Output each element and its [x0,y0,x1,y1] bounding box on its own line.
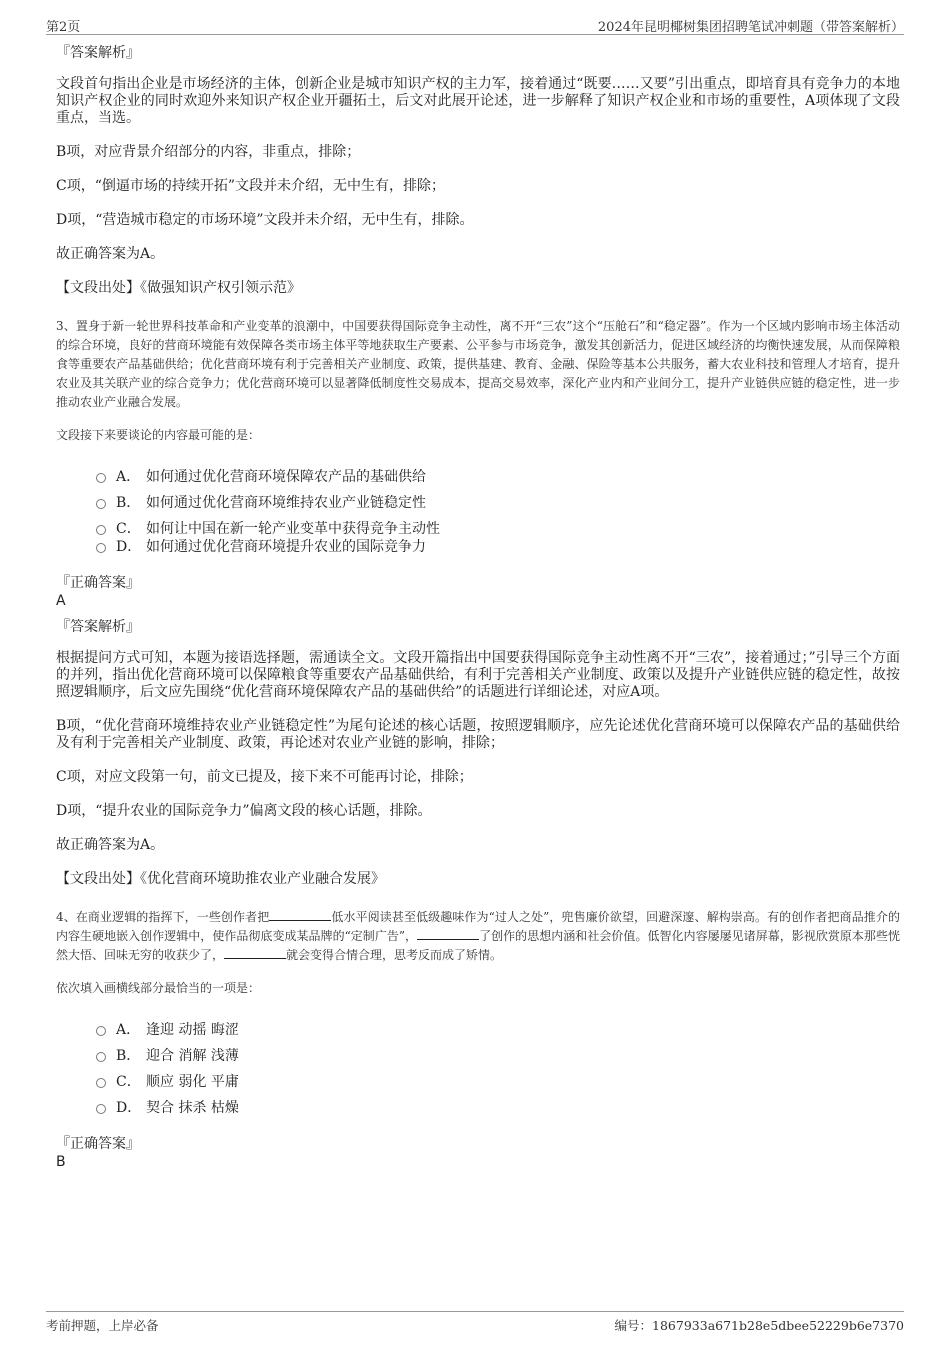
option-c[interactable]: C． 顺应 弱化 平庸 [96,1073,900,1099]
analysis-conclusion: 故正确答案为A。 [56,837,165,853]
question-3-prompt: 文段接下来要谈论的内容最可能的是： [56,428,261,442]
analysis-label: 『答案解析』 [56,45,140,61]
question-3-text: 3、置身于新一轮世界科技革命和产业变革的浪潮中，中国要获得国际竞争主动性，离不开“三农”这个“压舱石”和“稳定器”。作为一个区域内影响市场主体活动的综合环境，良好的营商环境能有效保障各类市场主体平等地获取生产要素、公平参与市场竞争，激发其创新活力，促进区域经济的均衡快速发展，从而保障粮食等重要农产品基础供给；优化营商环境有利于完善相关产业制度、政策，提供基建、教育、金融、保险等基本公共服务，蓄大农业科技和管理人才培育，提升农业及其关联产业的综合竞争力；优化营商环境可以显著降低制度性交易成本，提高交易效率，深化产业内和产业间分工，提升产业链供应链的稳定性，进一步推动农业产业融合发展。 [56,319,900,409]
option-a[interactable]: A． 如何通过优化营商环境保障农产品的基础供给 [96,468,900,494]
question-4-prompt: 依次填入画横线部分最恰当的一项是： [56,981,261,995]
question-3-options [96,468,900,564]
fill-blank [224,948,286,959]
fill-blank [417,929,479,940]
correct-answer-label: 『正确答案』 [56,1136,140,1152]
option-c[interactable]: C． 如何让中国在新一轮产业变革中获得竞争主动性 [96,520,900,538]
analysis-paragraph: 文段首句指出企业是市场经济的主体，创新企业是城市知识产权的主力军，接着通过“既要……又要”引出重点，即培育具有竞争力的本地知识产权企业的同时欢迎外来知识产权企业开疆拓土，后文对此展开论述，进一步解释了知识产权企业和市场的重要性，A项体现了文段重点，当选。 [56,76,900,126]
fill-blank [269,910,331,921]
page-content [56,44,900,1179]
page-footer [46,1311,904,1336]
correct-answer-label: 『正确答案』 [56,575,140,591]
option-b[interactable]: B． 如何通过优化营商环境维持农业产业链稳定性 [96,494,900,520]
page-header [46,14,904,35]
analysis-paragraph: D项，“营造城市稳定的市场环境”文段并未介绍，无中生有，排除。 [56,212,474,228]
source-prefix: 【文段出处】 [56,280,140,296]
radio-icon[interactable] [96,473,106,483]
document-code: 编号：1867933a671b28e5dbee52229b6e7370 [614,1318,904,1333]
analysis-paragraph: D项，“提升农业的国际竞争力”偏离文段的核心话题，排除。 [56,803,432,819]
analysis-paragraph: 根据提问方式可知，本题为接语选择题，需通读全文。文段开篇指出中国要获得国际竞争主动性离不开“三农”，接着通过；”引导三个方面的并列，指出优化营商环境可以保障粮食等重要农产品基础供给，有利于完善相关产业制度、政策以及提升产业链供应链的稳定性，故按照逻辑顺序，后文应先围绕“优化营商环境保障农产品的基础供给”的话题进行详细论述，对应A项。 [56,650,900,700]
correct-answer: A [56,593,66,609]
radio-icon[interactable] [96,499,106,509]
option-d[interactable]: D． 如何通过优化营商环境提升农业的国际竞争力 [96,538,900,564]
radio-icon[interactable] [96,1026,106,1036]
source-title: 《做强知识产权引领示范》 [140,280,301,296]
analysis-paragraph: B项，“优化营商环境维持农业产业链稳定性”为尾句论述的核心话题，按照逻辑顺序，应先论述优化营商环境可以保障农产品的基础供给及有利于完善相关产业制度、政策，再论述对农业产业链的影响，排除； [56,718,900,751]
radio-icon[interactable] [96,1052,106,1062]
question-4-options [96,1021,900,1125]
source-title: 《优化营商环境助推农业产业融合发展》 [140,871,385,887]
analysis-conclusion: 故正确答案为A。 [56,246,165,262]
analysis-paragraph: C项，对应文段第一句，前文已提及，接下来不可能再讨论，排除； [56,769,473,785]
source-prefix: 【文段出处】 [56,871,140,887]
option-b[interactable]: B． 迎合 消解 浅薄 [96,1047,900,1073]
text-source [56,871,900,888]
radio-icon[interactable] [96,525,106,535]
analysis-label: 『答案解析』 [56,619,140,635]
footer-slogan: 考前押题，上岸必备 [46,1318,159,1333]
analysis-paragraph: C项，“倒逼市场的持续开拓”文段并未介绍，无中生有，排除； [56,178,446,194]
text-source [56,280,900,297]
correct-answer: B [56,1154,66,1170]
analysis-paragraph: B项，对应背景介绍部分的内容，非重点，排除； [56,144,361,160]
option-a[interactable]: A． 逢迎 动摇 晦涩 [96,1021,900,1047]
document-title: 2024年昆明椰树集团招聘笔试冲刺题（带答案解析） [597,20,904,35]
page-number: 第2页 [46,20,81,35]
radio-icon[interactable] [96,1104,106,1114]
question-4-text: 4、在商业逻辑的指挥下，一些创作者把 低水平阅读甚至低级趣味作为“过人之处”，兜售廉价欲望，回避深邃、解构崇高。有的创作者把商品推介的内容生硬地嵌入创作逻辑中，使作品彻底变成某品牌的“定制广告”， 了创作的思想内涵和社会价值。低智化内容屡屡见诸屏幕，影视欣赏原本那些恍然大悟、回味无穷的收获少了， 就会变得合情合理，思考反而成了矫情。 [56,910,900,962]
radio-icon[interactable] [96,1078,106,1088]
option-d[interactable]: D． 契合 抹杀 枯燥 [96,1099,900,1125]
radio-icon[interactable] [96,543,106,553]
